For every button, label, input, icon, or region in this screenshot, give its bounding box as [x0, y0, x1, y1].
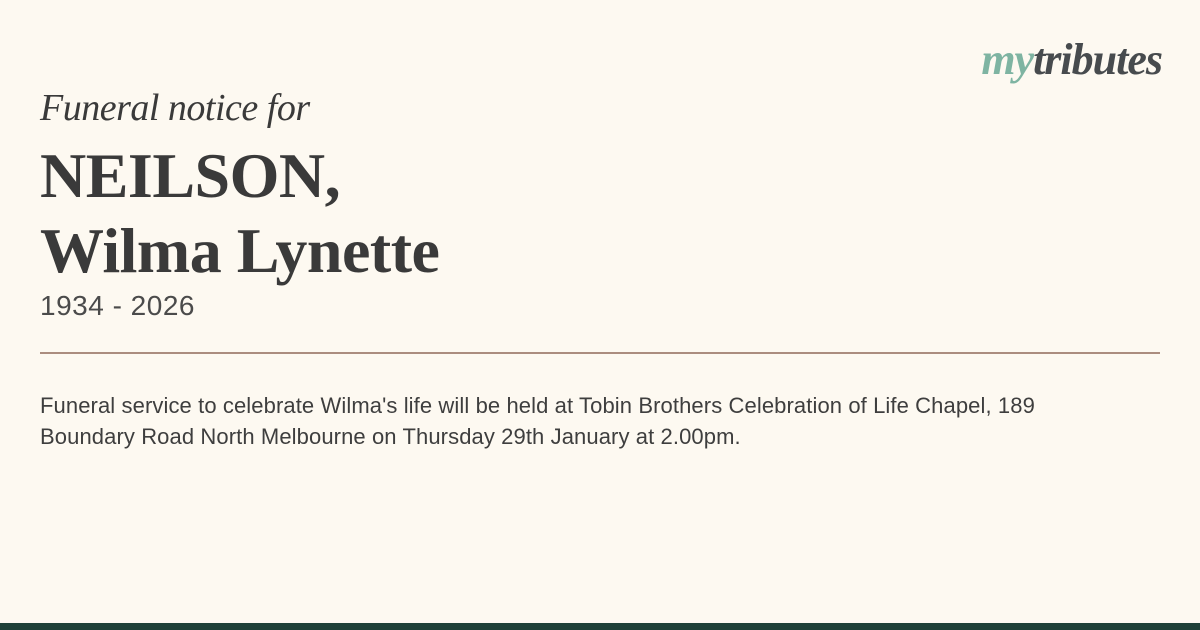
notice-kicker: Funeral notice for — [40, 87, 310, 129]
divider-line — [40, 352, 1160, 354]
deceased-given-names: Wilma Lynette — [40, 215, 440, 286]
footer-accent-bar — [0, 623, 1200, 630]
deceased-surname: NEILSON, — [40, 140, 341, 211]
deceased-name — [40, 138, 439, 288]
logo-prefix: my — [981, 35, 1034, 84]
mytributes-logo — [981, 34, 1162, 85]
notice-body: Funeral service to celebrate Wilma's life will be held at Tobin Brothers Celebration of Life Chapel, 189 Boundary Road North Melbourne on Thursday 29th January at 2.00pm. — [40, 393, 1035, 449]
life-years: 1934 - 2026 — [40, 290, 195, 321]
logo-suffix: tributes — [1033, 35, 1162, 84]
